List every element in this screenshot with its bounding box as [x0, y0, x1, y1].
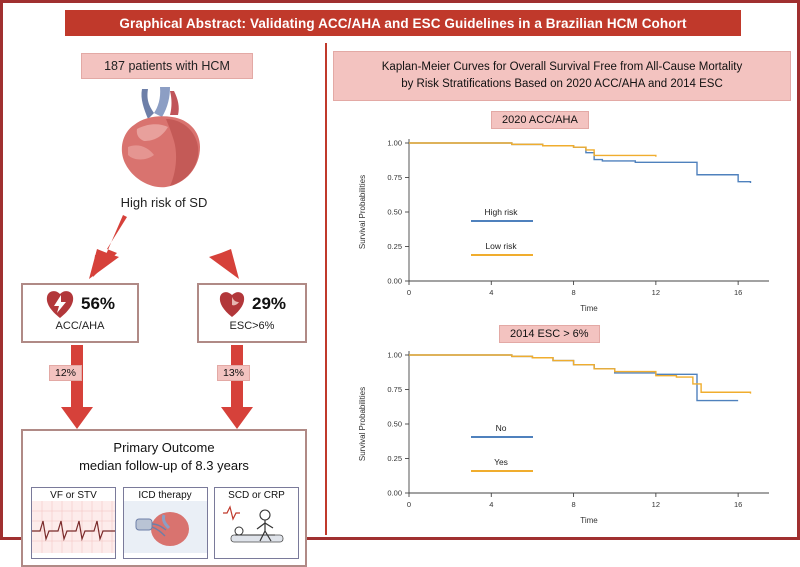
- thumb-vf-stv-label: VF or STV: [50, 490, 97, 501]
- right-panel: [331, 43, 795, 535]
- svg-text:16: 16: [733, 288, 743, 297]
- ecg-strip-icon: [32, 501, 115, 558]
- chart-1-title: 2020 ACC/AHA: [491, 111, 589, 129]
- svg-text:4: 4: [489, 500, 494, 509]
- thumb-vf-stv: [31, 487, 116, 559]
- svg-text:8: 8: [571, 288, 576, 297]
- esc-card-label: ESC>6%: [229, 320, 275, 332]
- svg-text:Low risk: Low risk: [485, 241, 517, 251]
- high-risk-label: High risk of SD: [120, 195, 208, 210]
- svg-text:0.25: 0.25: [387, 242, 402, 252]
- km-header: [333, 51, 791, 101]
- human-heart-illustration: [104, 85, 224, 193]
- accaha-card-label: ACC/AHA: [55, 320, 105, 332]
- svg-text:Survival Probabilities: Survival Probabilities: [358, 386, 367, 462]
- svg-text:0.50: 0.50: [387, 207, 402, 217]
- svg-text:0.00: 0.00: [387, 276, 402, 286]
- accaha-event-rate: 12%: [49, 365, 82, 381]
- svg-text:12: 12: [651, 500, 661, 509]
- svg-text:8: 8: [571, 500, 576, 509]
- cpr-resuscitation-icon: [215, 501, 298, 558]
- svg-text:Time: Time: [580, 516, 598, 525]
- page-title: Graphical Abstract: Validating ACC/AHA and ESC Guidelines in a Brazilian HCM Cohort: [65, 10, 741, 36]
- svg-text:Time: Time: [580, 304, 598, 313]
- patients-count-box: 187 patients with HCM: [81, 53, 253, 79]
- svg-text:0.50: 0.50: [387, 419, 402, 429]
- outcome-thumbnails: [31, 487, 299, 559]
- svg-text:1.00: 1.00: [387, 350, 402, 360]
- svg-text:Yes: Yes: [494, 457, 508, 467]
- svg-text:0.25: 0.25: [387, 454, 402, 464]
- km-chart-esc: [351, 343, 781, 533]
- heart-lightning-icon: [45, 288, 75, 320]
- svg-text:No: No: [495, 423, 507, 433]
- heart-icon: [218, 289, 246, 319]
- icd-device-icon: [124, 501, 207, 558]
- accaha-percent: 56%: [80, 294, 116, 313]
- arrow-to-accaha: [49, 215, 159, 281]
- svg-text:4: 4: [489, 288, 494, 297]
- km-header-line1: Kaplan-Meier Curves for Overall Survival Free from All-Cause Mortality: [381, 61, 743, 74]
- svg-text:0: 0: [406, 500, 412, 509]
- svg-text:0.75: 0.75: [387, 173, 402, 183]
- chart-2-title: 2014 ESC > 6%: [499, 325, 600, 343]
- svg-text:0: 0: [406, 288, 412, 297]
- svg-text:16: 16: [733, 500, 743, 509]
- outcome-title-line2: median follow-up of 8.3 years: [79, 457, 249, 473]
- left-panel: [9, 43, 319, 535]
- accaha-result-card: [21, 283, 139, 343]
- thumb-scd-crp: [214, 487, 299, 559]
- svg-text:1.00: 1.00: [387, 138, 402, 148]
- outcome-title-line1: Primary Outcome: [113, 440, 215, 455]
- km-header-line2: by Risk Stratifications Based on 2020 ACC/AHA and 2014 ESC: [401, 78, 723, 90]
- svg-text:Survival Probabilities: Survival Probabilities: [358, 174, 367, 250]
- thumb-icd-label: ICD therapy: [138, 490, 192, 501]
- esc-percent: 29%: [251, 294, 287, 313]
- svg-text:0.75: 0.75: [387, 385, 402, 395]
- arrow-esc-to-outcome: [209, 345, 269, 431]
- thumb-scd-label: SCD or CRP: [228, 490, 285, 501]
- thumb-icd-therapy: [123, 487, 208, 559]
- arrow-to-esc: [179, 215, 279, 281]
- esc-event-rate: 13%: [217, 365, 250, 381]
- arrow-accaha-to-outcome: [57, 345, 117, 431]
- svg-text:High risk: High risk: [484, 207, 518, 217]
- svg-text:0.00: 0.00: [387, 488, 402, 498]
- km-chart-accaha: [351, 131, 781, 321]
- primary-outcome-box: [21, 429, 307, 567]
- svg-text:12: 12: [651, 288, 661, 297]
- panel-divider: [325, 43, 327, 535]
- esc-result-card: [197, 283, 307, 343]
